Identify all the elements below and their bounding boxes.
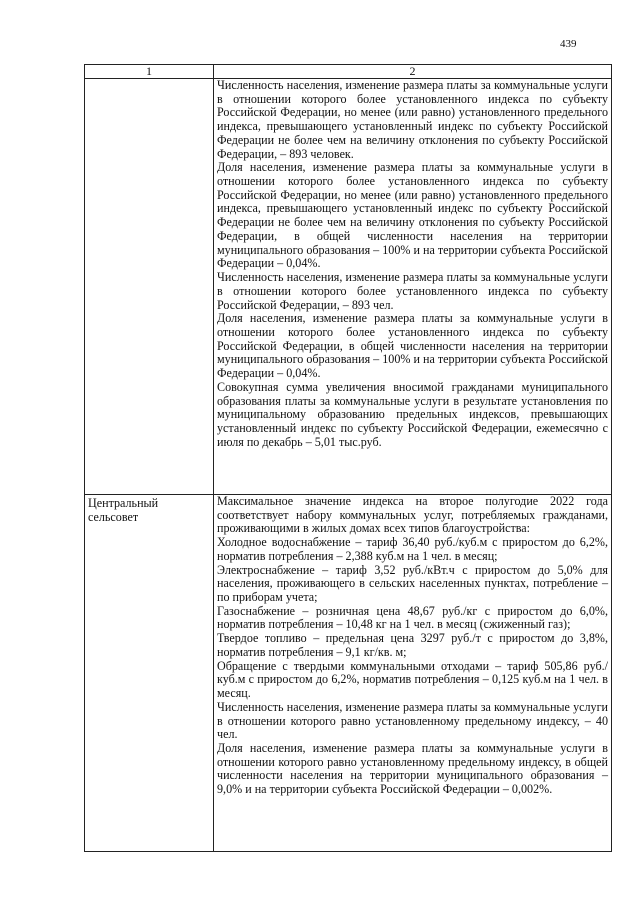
paragraph: Совокупная сумма увеличения вносимой гражданами муниципального образования платы за коммунальные услуги в результате установления по муниципальному образованию предельных индексов, превышающих установленный индекс по субъекту Российской Федерации, ежемесячно с июля по декабрь – 5,01 тыс.руб. — [217, 379, 608, 449]
table-row — [85, 79, 612, 495]
paragraph: Доля населения, изменение размера платы за коммунальные услуги в отношении которого более установленного индекса по субъекту Российской Федерации, в общей численности населения на территории муниципального образования – 100% и на территории субъекта Российской Федерации – 0,04%. — [217, 311, 608, 381]
paragraph: Обращение с твердыми коммунальными отходами – тариф 505,86 руб./куб.м с приростом до 6,2%, норматив потребления – 0,125 куб.м на 1 чел. в месяц. — [217, 658, 608, 701]
paragraph: Газоснабжение – розничная цена 48,67 руб./кг с приростом до 6,0%, норматив потребления – 10,48 кг на 1 чел. в месяц (сжиженный газ); — [217, 603, 608, 632]
header-col-1: 1 — [85, 65, 214, 79]
municipality-name-cell — [85, 79, 214, 495]
data-table — [84, 64, 612, 852]
header-col-2: 2 — [214, 65, 612, 79]
paragraph: Электроснабжение – тариф 3,52 руб./кВт.ч с приростом до 5,0% для населения, проживающего в сельских населенных пунктах, потребление – по приборам учета; — [217, 562, 608, 605]
paragraph: Доля населения, изменение размера платы за коммунальные услуги в отношении которого равно установленному предельному индексу, в общей численности населения на территории муниципального образования – 9,0% и на территории субъекта Российской Федерации – 0,002%. — [217, 740, 608, 797]
table-row — [85, 495, 612, 852]
table-header-row — [85, 65, 612, 79]
paragraph: Твердое топливо – предельная цена 3297 руб./т с приростом до 3,8%, норматив потребления – 9,1 кг/кв. м; — [217, 631, 608, 659]
page-number: 439 — [560, 38, 577, 50]
paragraph: Холодное водоснабжение – тариф 36,40 руб./куб.м с приростом до 6,2%, норматив потребления – 2,388 куб.м на 1 чел. в месяц; — [217, 535, 608, 563]
indicators-cell — [214, 79, 612, 495]
municipality-name-cell: Центральный сельсовет — [85, 495, 214, 852]
paragraph: Численность населения, изменение размера платы за коммунальные услуги в отношении которого более установленного индекса по субъекту Российской Федерации, – 893 чел. — [217, 270, 608, 312]
paragraph: Численность населения, изменение размера платы за коммунальные услуги в отношении которого равно установленному предельному индексу, – 40 чел. — [217, 699, 608, 742]
indicators-cell — [214, 495, 612, 852]
paragraph: Численность населения, изменение размера платы за коммунальные услуги в отношении которого более установленного индекса по субъекту Российской Федерации, но менее (или равно) установленного предельного индекса, превышающего установленный индекс по субъекту Российской Федерации не более чем на величину отклонения по субъекту Российской Федерации, – 893 человек. — [217, 78, 608, 161]
paragraph: Доля населения, изменение размера платы за коммунальные услуги в отношении которого более установленного индекса по субъекту Российской Федерации, но менее (или равно) установленного предельного индекса, превышающего установленный индекс по субъекту Российской Федерации не более чем на величину отклонения по субъекту Российской Федерации, в общей численности населения на территории муниципального образования – 100% и на территории субъекта Российской Федерации – 0,04%. — [217, 160, 608, 271]
paragraph: Максимальное значение индекса на второе полугодие 2022 года соответствует набору коммунальных услуг, потребляемых гражданами, проживающими в жилых домах всех типов благоустройства: — [217, 494, 608, 536]
